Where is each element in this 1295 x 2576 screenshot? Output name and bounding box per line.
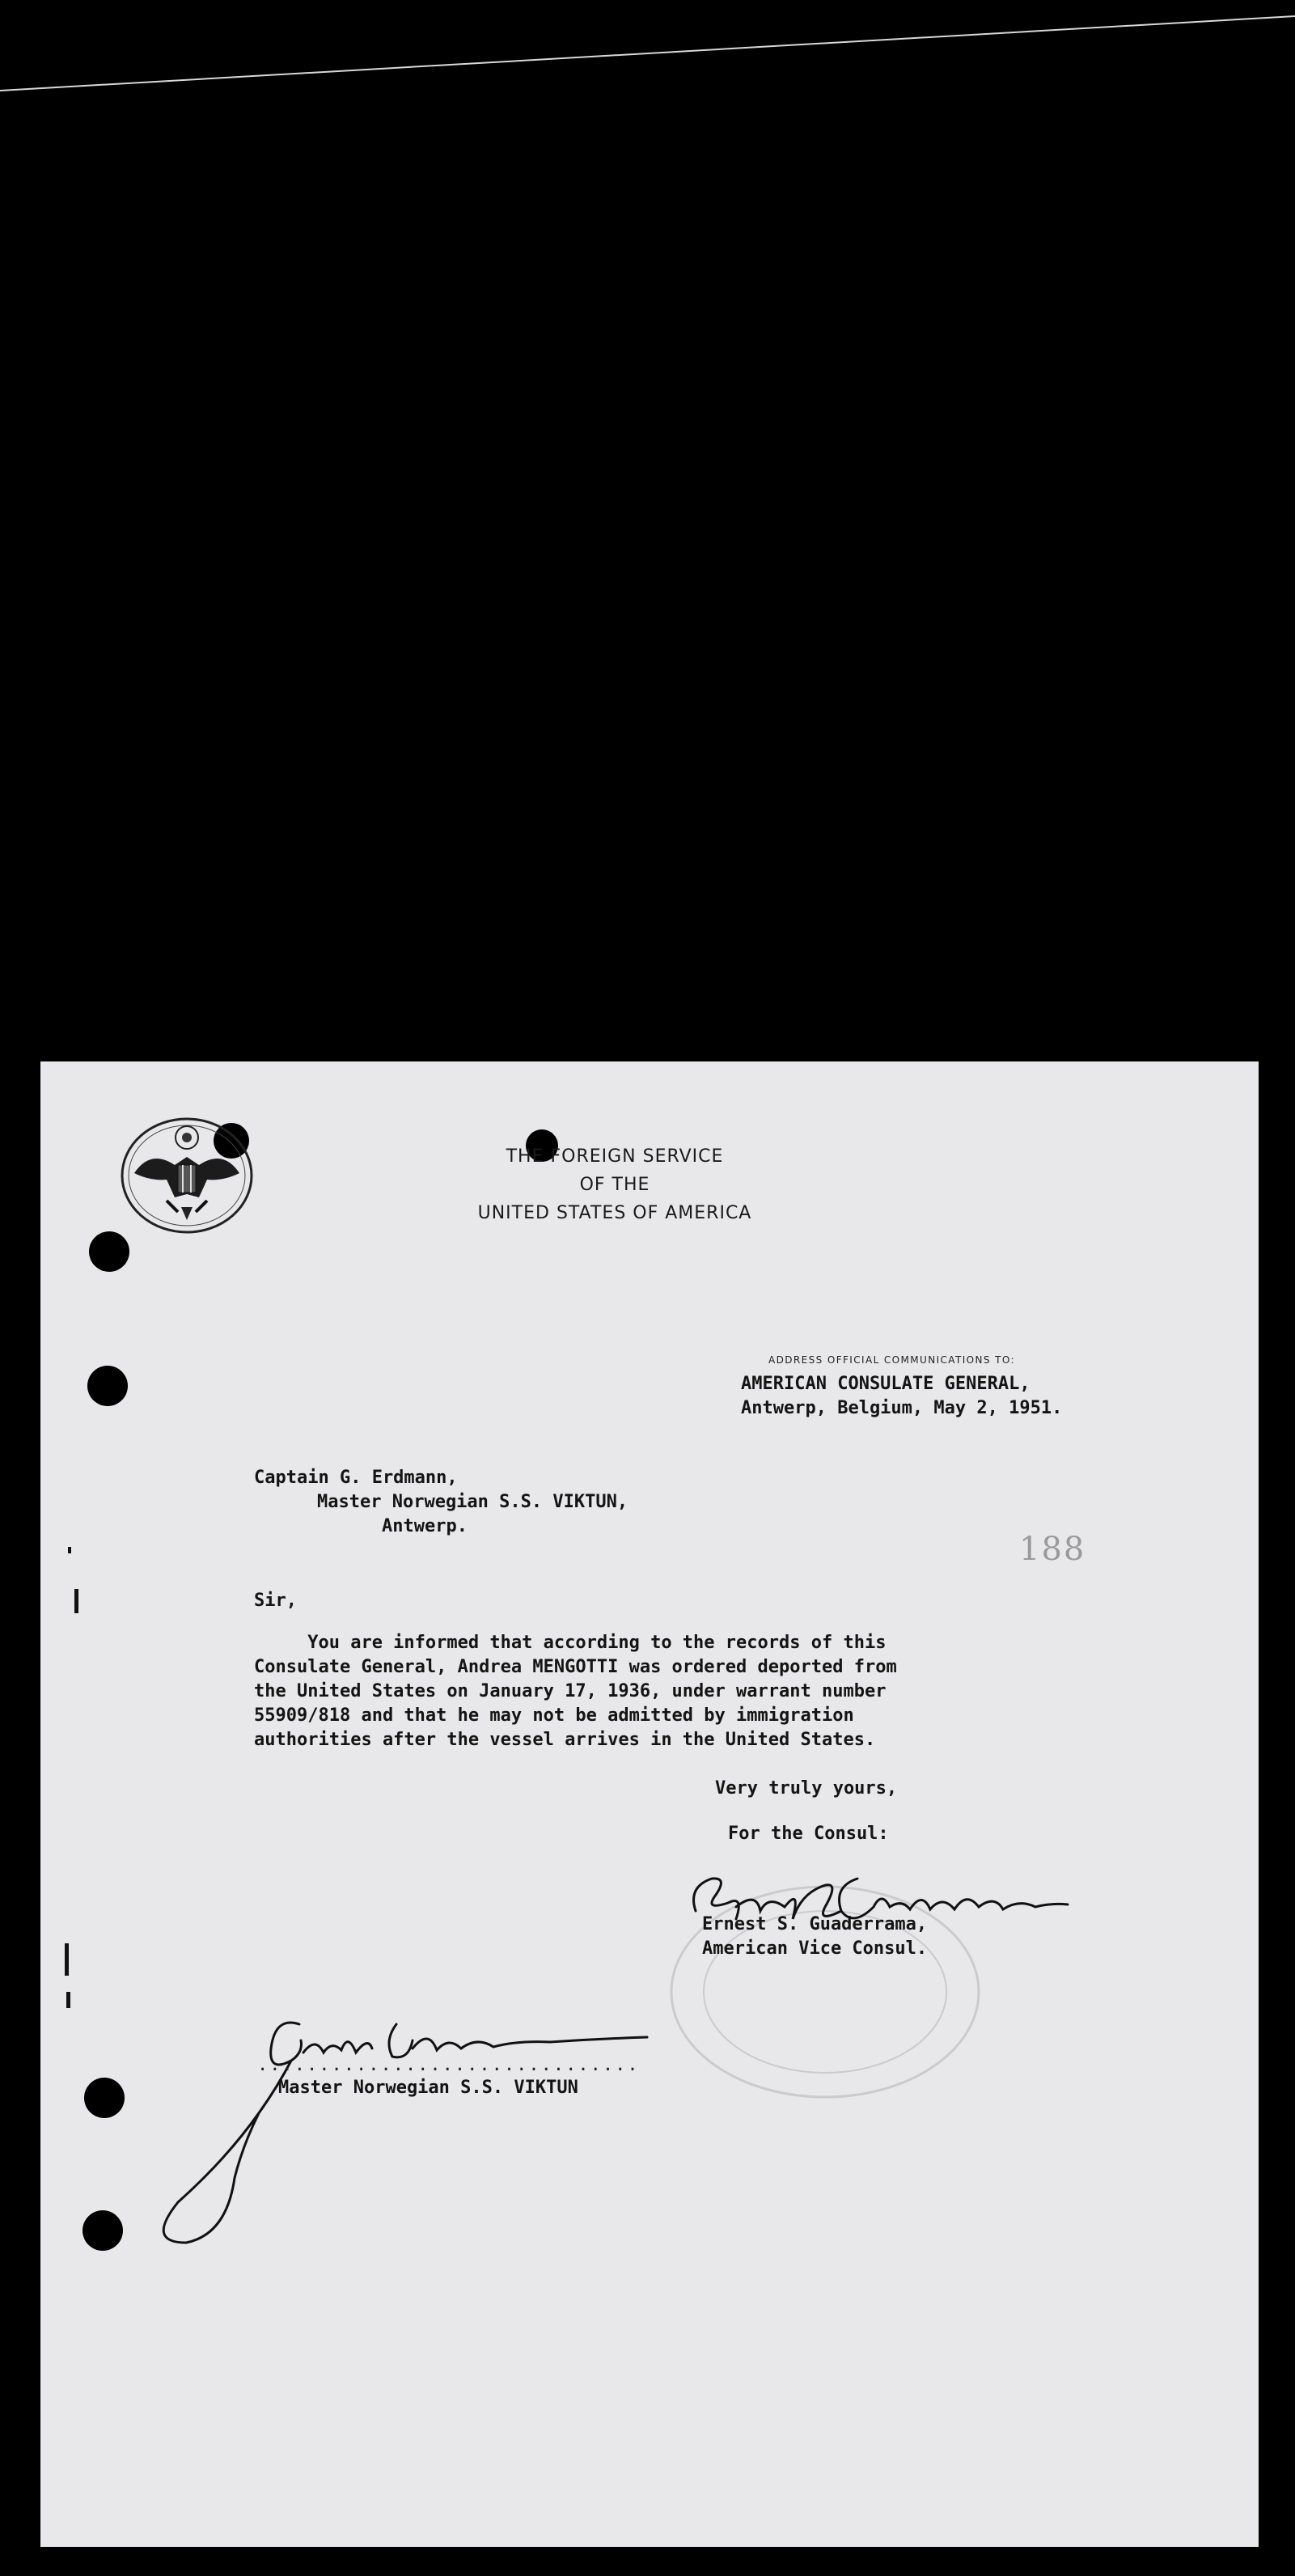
office-name: AMERICAN CONSULATE GENERAL, xyxy=(741,1374,1030,1394)
body-line: 55909/818 and that he may not be admitted by immigration xyxy=(254,1705,854,1726)
punch-hole xyxy=(89,1231,129,1272)
recipient-name: Captain G. Erdmann, xyxy=(254,1468,458,1488)
recipient-title: Master Norwegian S.S. VIKTUN, xyxy=(317,1492,628,1512)
scan-speck xyxy=(65,1943,69,1976)
place-date: Antwerp, Belgium, May 2, 1951. xyxy=(741,1398,1063,1418)
signer-title: American Vice Consul. xyxy=(702,1938,928,1959)
punch-hole xyxy=(83,2210,123,2251)
signer-name: Ernest S. Guaderrama, xyxy=(702,1914,928,1934)
letterhead-line: UNITED STATES OF AMERICA xyxy=(477,1203,752,1223)
scan-edge-line xyxy=(0,0,1295,97)
scan-speck xyxy=(66,1992,70,2008)
captain-signature xyxy=(129,1992,744,2259)
letterhead-line: OF THE xyxy=(579,1175,650,1195)
acknowledgement-caption: Master Norwegian S.S. VIKTUN xyxy=(278,2078,578,2098)
scan-speck xyxy=(68,1547,71,1553)
letterhead xyxy=(413,1142,817,1227)
scan-speck xyxy=(74,1589,78,1613)
great-seal-icon xyxy=(118,1116,256,1235)
stamp-number: 188 xyxy=(1019,1531,1086,1568)
punch-hole xyxy=(87,1366,128,1406)
closing-for: For the Consul: xyxy=(728,1824,889,1844)
body-line: You are informed that according to the records of this xyxy=(254,1633,887,1653)
body-line: the United States on January 17, 1936, under warrant number xyxy=(254,1681,887,1701)
address-label: ADDRESS OFFICIAL COMMUNICATIONS TO: xyxy=(768,1354,1015,1366)
punch-hole xyxy=(84,2078,125,2118)
letter-page xyxy=(40,1061,1259,2547)
salutation: Sir, xyxy=(254,1591,297,1611)
recipient-city: Antwerp. xyxy=(382,1516,468,1536)
body-line: authorities after the vessel arrives in the United States. xyxy=(254,1730,876,1750)
body-line: Consulate General, Andrea MENGOTTI was ordered deported from xyxy=(254,1657,897,1677)
closing-phrase: Very truly yours, xyxy=(715,1778,898,1799)
signature-line: ............................... xyxy=(257,2055,640,2075)
letterhead-line: THE FOREIGN SERVICE xyxy=(506,1146,724,1167)
